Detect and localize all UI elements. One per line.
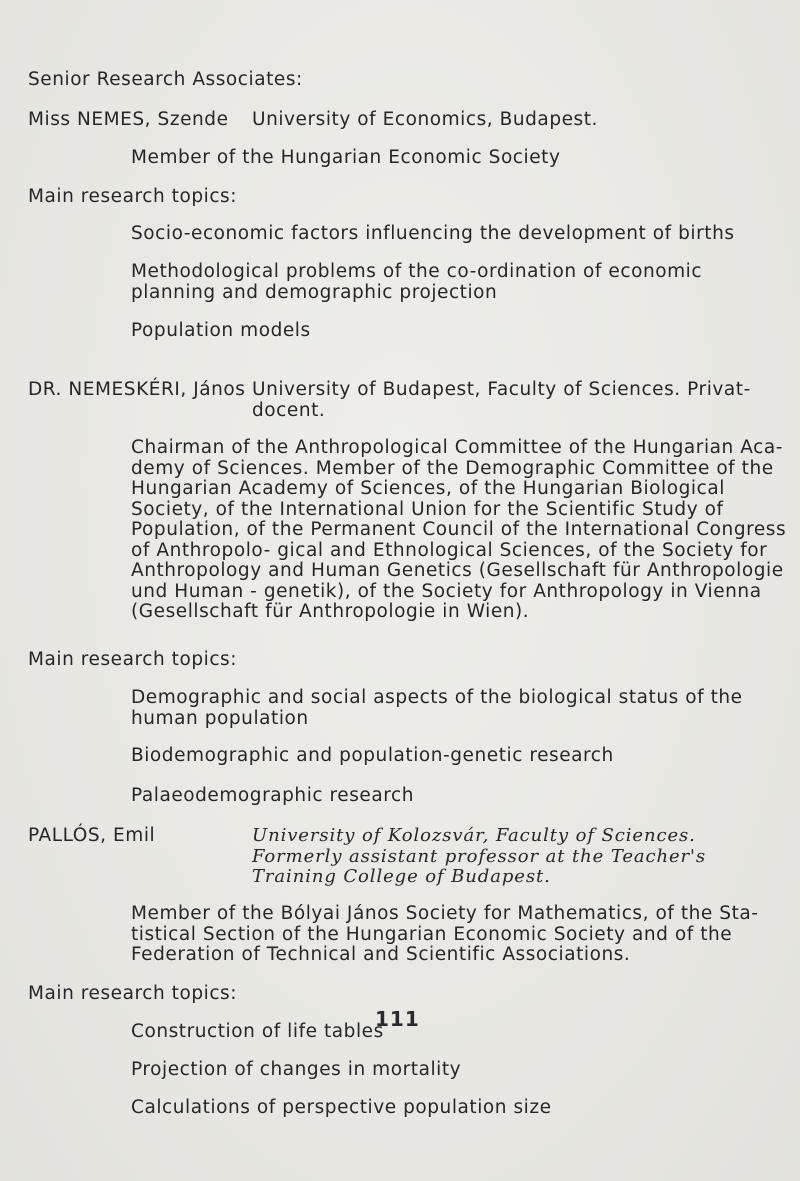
person-membership: Member of the Bólyai János Society for Mathematics, of the Sta- tistical Section of the Hungarian Economic Society and of the Federation of Technical and Scientific Associations. bbox=[131, 903, 759, 965]
person-affiliation: University of Budapest, Faculty of Sciences. Privat-docent. bbox=[252, 379, 751, 421]
topic-item: Palaeodemographic research bbox=[131, 785, 414, 806]
topic-item: Demographic and social aspects of the biological status of the human population bbox=[131, 687, 743, 729]
section-heading: Senior Research Associates: bbox=[28, 69, 303, 90]
topic-item: Biodemographic and population-genetic research bbox=[131, 745, 614, 766]
person-name: PALLÓS, Emil bbox=[28, 825, 156, 846]
person-membership: Chairman of the Anthropological Committee of the Hungarian Aca- demy of Sciences. Member of the Demographic Committee of the Hungarian Academy of Sciences, of the Hungarian Biological Society, of the International Union for the Scientific Study of Population, of the Permanent Council of the International Congress of Anthropolo- gical and Ethnological Sciences, of the Society for Anthropology and Human Genetics (Gesellschaft für Anthropologie und Human - genetik), of the Society for Anthropology in Vienna (Gesellschaft für Anthropologie in Wien). bbox=[131, 437, 787, 622]
topic-item: Socio-economic factors influencing the development of births bbox=[131, 223, 735, 244]
person-name: DR. NEMESKÉRI, János bbox=[28, 379, 246, 400]
topic-item: Population models bbox=[131, 320, 311, 341]
topics-label: Main research topics: bbox=[28, 649, 238, 670]
person-affiliation: University of Kolozsvár, Faculty of Sciences. Formerly assistant professor at the Teacher's Training College of Budapest. bbox=[252, 825, 707, 887]
person-name: Miss NEMES, Szende bbox=[28, 109, 229, 130]
topic-item: Projection of changes in mortality bbox=[131, 1059, 462, 1080]
person-affiliation: University of Economics, Budapest. bbox=[252, 109, 598, 130]
topic-item: Construction of life tables bbox=[131, 1021, 384, 1042]
topics-label: Main research topics: bbox=[28, 983, 238, 1004]
topic-item: Methodological problems of the co-ordination of economic planning and demographic projection bbox=[131, 261, 703, 303]
topic-item: Calculations of perspective population size bbox=[131, 1097, 552, 1118]
topics-label: Main research topics: bbox=[28, 186, 238, 207]
person-membership: Member of the Hungarian Economic Society bbox=[131, 147, 561, 168]
page-number: 111 bbox=[375, 1007, 420, 1031]
